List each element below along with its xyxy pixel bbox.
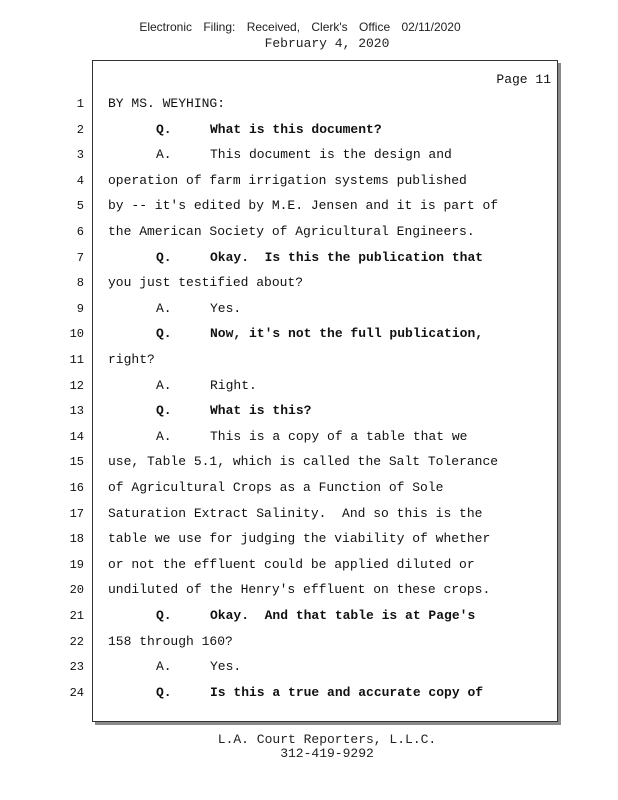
line-text: Right. xyxy=(210,378,257,393)
line-number: 24 xyxy=(69,686,84,700)
line-number: 11 xyxy=(69,353,84,367)
line-number: 22 xyxy=(69,635,84,649)
speaker-label: Q. xyxy=(156,250,172,265)
line-number: 14 xyxy=(69,430,84,444)
line-text: What is this? xyxy=(210,403,312,418)
line-number: 15 xyxy=(69,455,84,469)
speaker-label: Q. xyxy=(156,326,172,341)
line-number: 17 xyxy=(69,507,84,521)
line-text: This is a copy of a table that we xyxy=(210,429,468,444)
line-number: 6 xyxy=(76,225,84,239)
footer-phone: 312-419-9292 xyxy=(280,746,374,761)
line-text: by -- it's edited by M.E. Jensen and it is part of xyxy=(108,198,499,213)
speaker-label: Q. xyxy=(156,403,172,418)
line-number: 7 xyxy=(76,251,84,265)
speaker-label: Q. xyxy=(156,608,172,623)
line-text: right? xyxy=(108,352,155,367)
filing-stamp: Electronic Filing: Received, Clerk's Office 02/11/2020 xyxy=(139,20,461,34)
transcript-line xyxy=(108,582,490,597)
footer xyxy=(0,733,618,761)
speaker-label: A. xyxy=(156,659,172,674)
line-number: 8 xyxy=(76,276,84,290)
line-number: 13 xyxy=(69,404,84,418)
line-number: 2 xyxy=(76,123,84,137)
transcript-line xyxy=(108,352,155,367)
transcript-line xyxy=(108,531,490,546)
line-text: Okay. Is this the publication that xyxy=(210,250,484,265)
line-text: This document is the design and xyxy=(210,147,452,162)
speaker-label: A. xyxy=(156,147,172,162)
transcript-line xyxy=(108,198,498,213)
line-number: 18 xyxy=(69,532,84,546)
line-number: 23 xyxy=(69,660,84,674)
line-text: or not the effluent could be applied diluted or xyxy=(108,557,475,572)
transcript-line xyxy=(108,480,443,495)
line-text: table we use for judging the viability of whether xyxy=(108,531,491,546)
line-text: the American Society of Agricultural Engineers. xyxy=(108,224,475,239)
line-text: you just testified about? xyxy=(108,275,304,290)
transcript-line xyxy=(108,634,233,649)
page-number: Page 11 xyxy=(496,72,551,87)
line-text: Okay. And that table is at Page's xyxy=(210,608,476,623)
line-text: Yes. xyxy=(210,659,242,674)
hearing-date: February 4, 2020 xyxy=(264,36,390,51)
footer-company: L.A. Court Reporters, L.L.C. xyxy=(217,732,437,747)
line-text: What is this document? xyxy=(210,122,382,137)
transcript-line xyxy=(108,557,475,572)
transcript-line xyxy=(108,173,467,188)
line-number: 16 xyxy=(69,481,84,495)
line-number: 12 xyxy=(69,379,84,393)
speaker-label: A. xyxy=(156,301,172,316)
line-number: 10 xyxy=(69,327,84,341)
line-number: 1 xyxy=(76,97,84,111)
line-number: 5 xyxy=(76,199,84,213)
line-text: Yes. xyxy=(210,301,242,316)
line-text: use, Table 5.1, which is called the Salt Tolerance xyxy=(108,454,499,469)
line-number: 9 xyxy=(76,302,84,316)
transcript-line xyxy=(108,96,225,111)
line-number: 20 xyxy=(69,583,84,597)
line-number: 21 xyxy=(69,609,84,623)
transcript-line xyxy=(108,454,498,469)
transcript-line xyxy=(108,275,303,290)
line-text: Saturation Extract Salinity. And so this is the xyxy=(108,506,483,521)
line-number: 19 xyxy=(69,558,84,572)
line-number: 3 xyxy=(76,148,84,162)
line-text: undiluted of the Henry's effluent on these crops. xyxy=(108,582,491,597)
transcript-line xyxy=(108,506,482,521)
speaker-label: A. xyxy=(156,378,172,393)
line-text: of Agricultural Crops as a Function of Sole xyxy=(108,480,444,495)
line-text: BY MS. WEYHING: xyxy=(108,96,226,111)
speaker-label: Q. xyxy=(156,685,172,700)
transcript-line xyxy=(108,224,475,239)
speaker-label: A. xyxy=(156,429,172,444)
line-number: 4 xyxy=(76,174,84,188)
speaker-label: Q. xyxy=(156,122,172,137)
line-text: Now, it's not the full publication, xyxy=(210,326,484,341)
line-text: 158 through 160? xyxy=(108,634,233,649)
line-text: operation of farm irrigation systems published xyxy=(108,173,467,188)
line-text: Is this a true and accurate copy of xyxy=(210,685,484,700)
